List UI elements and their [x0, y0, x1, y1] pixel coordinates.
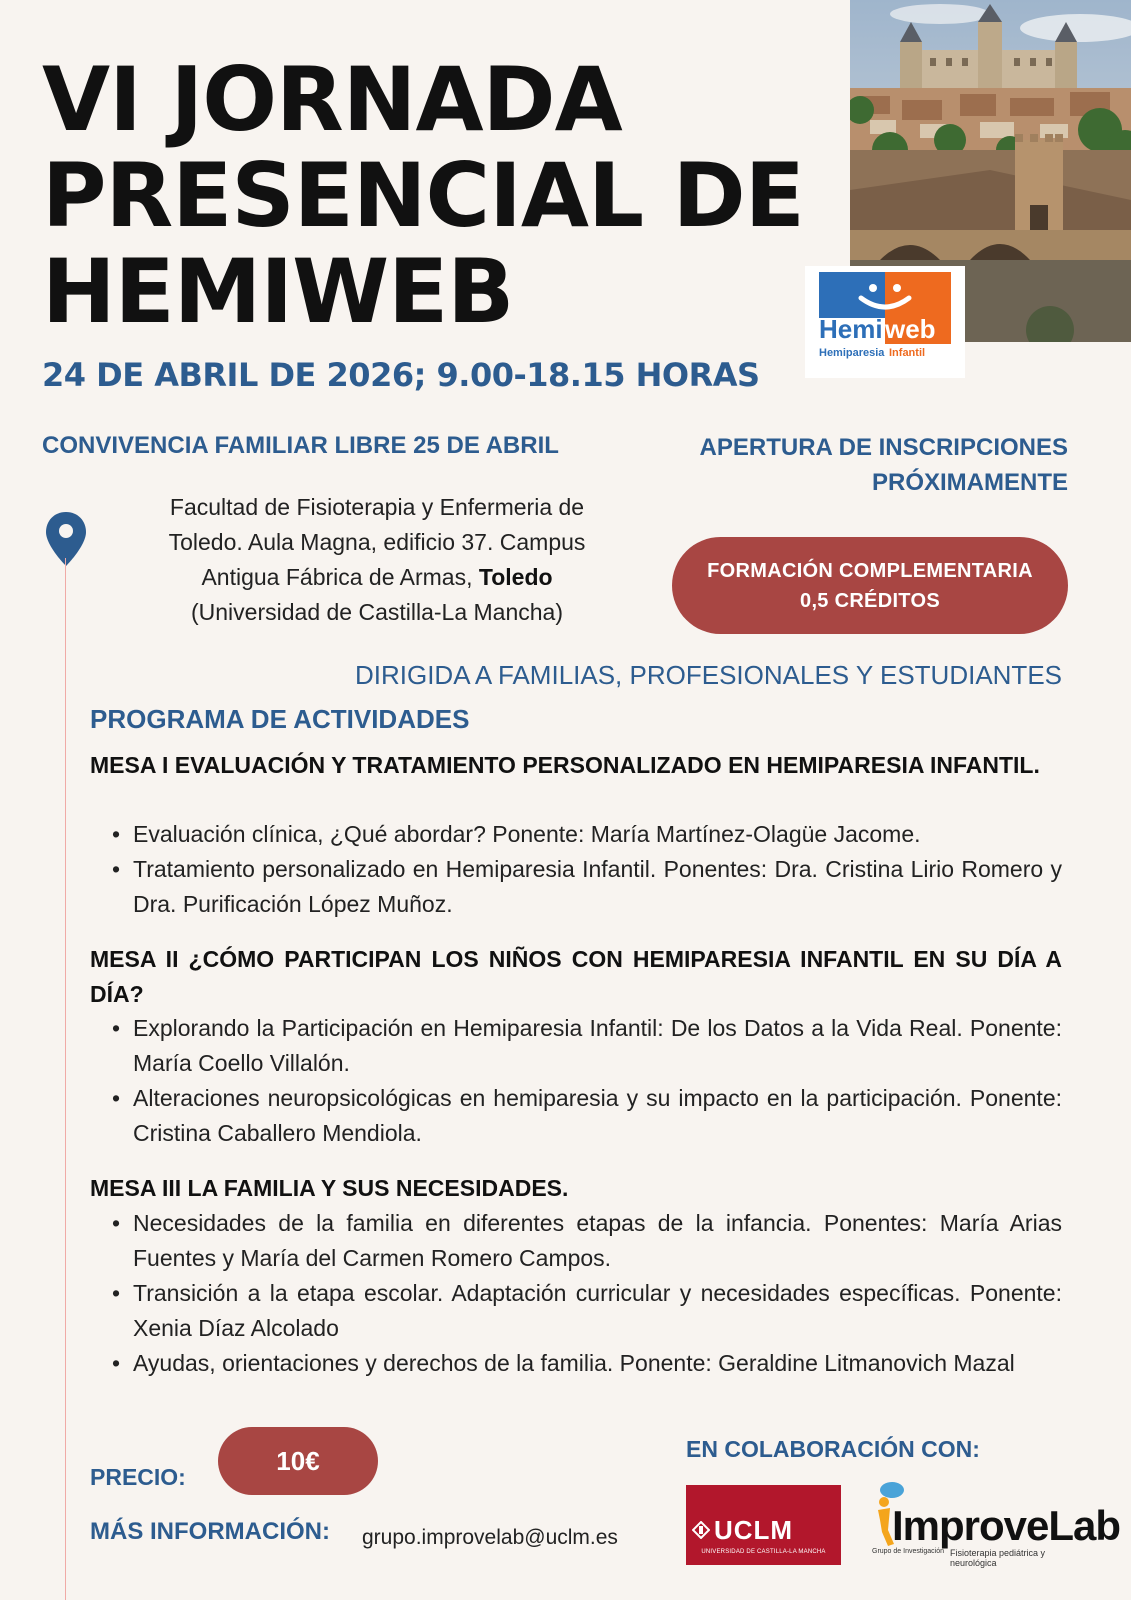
mesa-items — [112, 817, 1062, 922]
logo-name-part1: Hemi — [819, 314, 883, 344]
address-line: (Universidad de Castilla-La Mancha) — [191, 599, 563, 625]
list-item: • Alteraciones neuropsicológicas en hemiparesia y su impacto en la participación. Ponente: Cristina Caballero Mendiola. — [112, 1081, 1062, 1151]
improvelab-logo — [870, 1480, 1121, 1568]
improvelab-subtitle: Fisioterapia pediátrica y neurológica — [950, 1548, 1046, 1568]
mesa-items — [112, 1206, 1062, 1381]
list-item: • Necesidades de la familia en diferentes etapas de la infancia. Ponentes: María Arias Fuentes y María del Carmen Romero Campos. — [112, 1206, 1062, 1276]
improvelab-name: ImproveLab — [892, 1502, 1121, 1549]
address-line: Toledo. Aula Magna, edificio 37. Campus — [168, 529, 586, 555]
logo-name-part2: web — [885, 314, 936, 344]
collaboration-label: EN COLABORACIÓN CON: — [686, 1436, 980, 1462]
mesa-title: MESA III LA FAMILIA Y SUS NECESIDADES. — [90, 1175, 569, 1201]
title-line: PRESENCIAL DE — [42, 144, 804, 247]
inscripciones-line: APERTURA DE INSCRIPCIONES — [699, 434, 1068, 461]
contact-email[interactable]: grupo.improvelab@uclm.es — [362, 1526, 618, 1549]
programa-title: PROGRAMA DE ACTIVIDADES — [90, 704, 470, 734]
event-date: 24 DE ABRIL DE 2026; 9.00-18.15 HORAS — [42, 356, 760, 394]
address-line — [122, 560, 632, 595]
event-title — [42, 48, 822, 343]
formacion-line: 0,5 CRÉDITOS — [800, 589, 940, 612]
formacion-badge — [672, 537, 1068, 634]
convivencia-familiar: CONVIVENCIA FAMILIAR LIBRE 25 DE ABRIL — [42, 432, 559, 459]
address-line-text: Antigua Fábrica de Armas, — [201, 564, 473, 590]
mesa-title: MESA I EVALUACIÓN Y TRATAMIENTO PERSONALIZADO EN HEMIPARESIA INFANTIL. — [90, 752, 1040, 778]
timeline-divider — [65, 558, 66, 1600]
inscripciones-notice — [620, 430, 1068, 500]
venue-address — [122, 490, 632, 630]
inscripciones-line: PRÓXIMAMENTE — [871, 469, 1068, 496]
audience-note: DIRIGIDA A FAMILIAS, PROFESIONALES Y ESTUDIANTES — [354, 660, 1062, 690]
list-item: • Explorando la Participación en Hemiparesia Infantil: De los Datos a la Vida Real. Ponente: María Coello Villalón. — [112, 1011, 1062, 1081]
title-line: VI JORNADA — [42, 48, 622, 151]
list-item: • Ayudas, orientaciones y derechos de la familia. Ponente: Geraldine Litmanovich Mazal — [112, 1346, 1062, 1381]
uclm-name: UCLM — [714, 1515, 794, 1545]
price-badge: 10€ — [218, 1427, 378, 1495]
location-pin-icon — [44, 510, 88, 573]
title-line: HEMIWEB — [42, 240, 514, 343]
logo-tagline-part1: Hemiparesia — [819, 347, 885, 359]
formacion-line: FORMACIÓN COMPLEMENTARIA — [707, 559, 1033, 582]
logo-tagline-part2: Infantil — [889, 347, 926, 359]
more-info-label: MÁS INFORMACIÓN: — [90, 1518, 330, 1545]
list-item: • Evaluación clínica, ¿Qué abordar? Ponente: María Martínez-Olagüe Jacome. — [112, 817, 1062, 852]
price-label: PRECIO: — [90, 1464, 186, 1490]
mesa-title: MESA II ¿CÓMO PARTICIPAN LOS NIÑOS CON HEMIPARESIA INFANTIL EN SU DÍA A DÍA? — [90, 946, 1062, 1007]
list-item: • Transición a la etapa escolar. Adaptación curricular y necesidades específicas. Ponente: Xenia Díaz Alcolado — [112, 1276, 1062, 1346]
address-line: Facultad de Fisioterapia y Enfermeria de — [169, 494, 585, 520]
uclm-subtitle: UNIVERSIDAD DE CASTILLA-LA MANCHA — [701, 1549, 826, 1555]
uclm-emblem-icon — [692, 1521, 710, 1539]
mesa-items — [112, 1011, 1062, 1151]
address-city: Toledo — [478, 564, 553, 590]
uclm-logo — [686, 1485, 841, 1565]
improvelab-subtitle: Grupo de Investigación — [872, 1548, 944, 1555]
list-item: • Tratamiento personalizado en Hemiparesia Infantil. Ponentes: Dra. Cristina Lirio Romero y Dra. Purificación López Muñoz. — [112, 852, 1062, 922]
hemiweb-logo — [805, 266, 965, 378]
